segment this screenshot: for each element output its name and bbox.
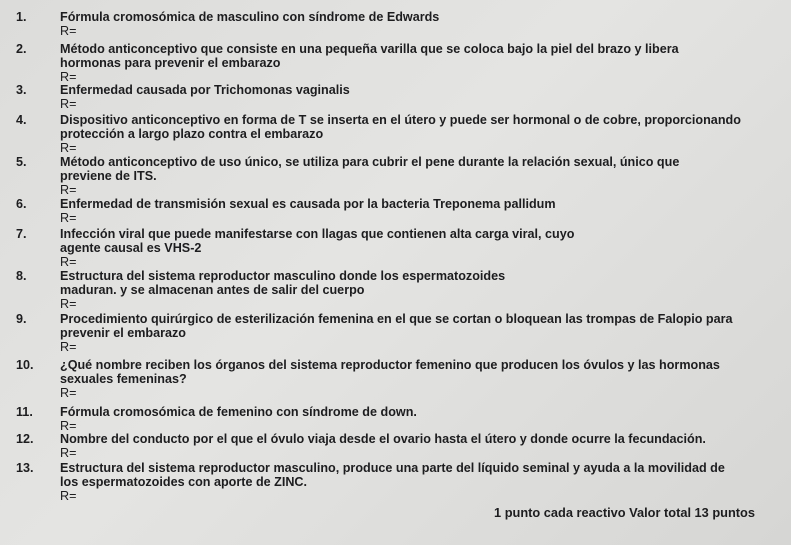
answer-label: R= [60, 419, 77, 433]
question-number: 7. [16, 227, 27, 241]
question-number: 4. [16, 113, 27, 127]
answer-label: R= [60, 446, 77, 460]
question-number: 9. [16, 312, 27, 326]
question-text: Método anticonceptivo que consiste en una pequeña varilla que se coloca bajo la piel del brazo y libera [60, 42, 679, 56]
question-text: Enfermedad causada por Trichomonas vaginalis [60, 83, 350, 97]
question-text: los espermatozoides con aporte de ZINC. [60, 475, 308, 489]
question-text: Estructura del sistema reproductor masculino, produce una parte del líquido seminal y ayuda a la movilidad de [60, 461, 725, 475]
question-number: 11. [16, 405, 33, 419]
answer-label: R= [60, 386, 77, 400]
question-text: maduran. y se almacenan antes de salir del cuerpo [60, 283, 365, 297]
answer-label: R= [60, 211, 77, 225]
answer-label: R= [60, 24, 77, 38]
question-text: Dispositivo anticonceptivo en forma de T se inserta en el útero y puede ser hormonal o de cobre, proporcionando [60, 113, 741, 127]
answer-label: R= [60, 340, 77, 354]
question-number: 12. [16, 432, 34, 446]
question-text: hormonas para prevenir el embarazo [60, 56, 281, 70]
question-text: Enfermedad de transmisión sexual es causada por la bacteria Treponema pallidum [60, 197, 556, 211]
answer-label: R= [60, 183, 77, 197]
question-text: previene de ITS. [60, 169, 157, 183]
answer-label: R= [60, 489, 77, 503]
question-number: 6. [16, 197, 27, 211]
question-text: Procedimiento quirúrgico de esterilización femenina en el que se cortan o bloquean las trompas de Falopio para [60, 312, 733, 326]
question-text: Estructura del sistema reproductor masculino donde los espermatozoides [60, 269, 506, 283]
question-number: 8. [16, 269, 27, 283]
question-text: Nombre del conducto por el que el óvulo viaja desde el ovario hasta el útero y donde ocurre la fecundación. [60, 432, 706, 446]
question-number: 2. [16, 42, 27, 56]
question-text: protección a largo plazo contra el embarazo [60, 127, 324, 141]
question-number: 1. [16, 10, 27, 24]
question-text: prevenir el embarazo [60, 326, 186, 340]
scoring-note: 1 punto cada reactivo Valor total 13 puntos [494, 505, 755, 520]
question-text: agente causal es VHS-2 [60, 241, 202, 255]
question-number: 3. [16, 83, 27, 97]
question-text: sexuales femeninas? [60, 372, 187, 386]
answer-label: R= [60, 141, 77, 155]
answer-label: R= [60, 70, 77, 84]
answer-label: R= [60, 255, 77, 269]
question-text: Infección viral que puede manifestarse con llagas que contienen alta carga viral, cuyo [60, 227, 575, 241]
question-text: ¿Qué nombre reciben los órganos del sistema reproductor femenino que producen los óvulos y las hormonas [60, 358, 720, 372]
question-text: Método anticonceptivo de uso único, se utiliza para cubrir el pene durante la relación sexual, único que [60, 155, 680, 169]
answer-label: R= [60, 297, 77, 311]
question-number: 5. [16, 155, 27, 169]
question-text: Fórmula cromosómica de femenino con síndrome de down. [60, 405, 417, 419]
question-text: Fórmula cromosómica de masculino con síndrome de Edwards [60, 10, 440, 24]
question-number: 10. [16, 358, 34, 372]
answer-label: R= [60, 97, 77, 111]
question-number: 13. [16, 461, 34, 475]
